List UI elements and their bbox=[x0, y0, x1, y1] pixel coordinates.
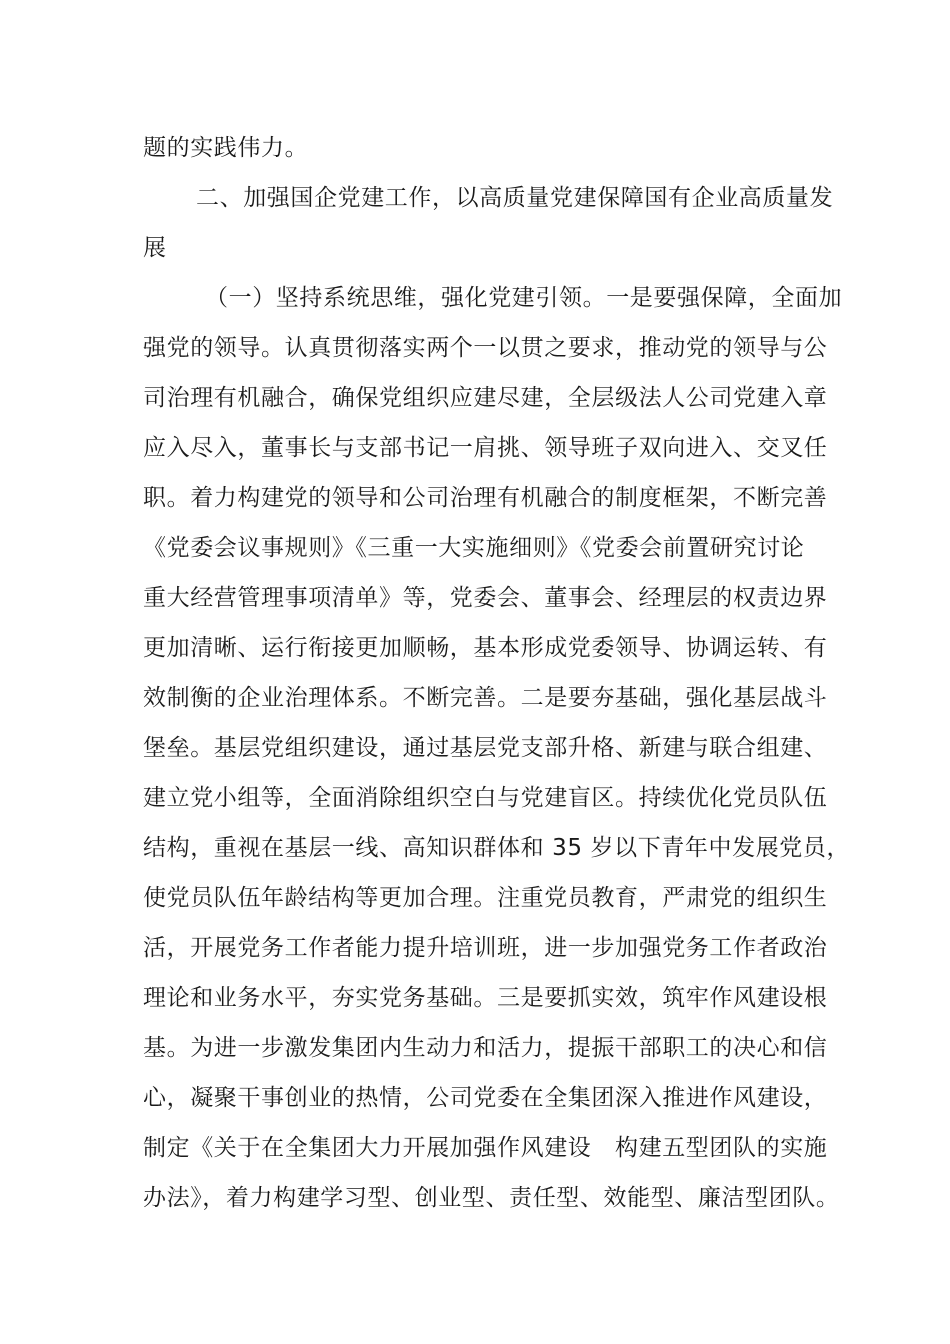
section-heading: 二、加强国企党建工作，以高质量党建保障国有企业高质量发 bbox=[196, 185, 834, 211]
paragraph-line: 心，凝聚干事创业的热情，公司党委在全集团深入推进作风建设， bbox=[143, 1085, 828, 1111]
section-heading-continued: 展 bbox=[143, 235, 167, 261]
paragraph-line: 办法》，着力构建学习型、创业型、责任型、效能型、廉洁型团队。 bbox=[143, 1185, 840, 1211]
paragraph-line: 理论和业务水平，夯实党务基础。三是要抓实效，筑牢作风建设根 bbox=[143, 985, 828, 1011]
paragraph-line: 建立党小组等，全面消除组织空白与党建盲区。持续优化党员队伍 bbox=[143, 785, 828, 811]
subsection-heading-line: （一）坚持系统思维，强化党建引领。一是要强保障，全面加 bbox=[205, 285, 843, 311]
paragraph-line: 重大经营管理事项清单》等，党委会、董事会、经理层的权责边界 bbox=[143, 585, 828, 611]
paragraph-line: 司治理有机融合，确保党组织应建尽建，全层级法人公司党建入章 bbox=[143, 385, 828, 411]
paragraph-line: 制定《关于在全集团大力开展加强作风建设 构建五型团队的实施 bbox=[143, 1135, 828, 1161]
paragraph-line: 效制衡的企业治理体系。不断完善。二是要夯基础，强化基层战斗 bbox=[143, 685, 828, 711]
paragraph-line: 基。为进一步激发集团内生动力和活力，提振干部职工的决心和信 bbox=[143, 1035, 828, 1061]
paragraph-line: 应入尽入，董事长与支部书记一肩挑、领导班子双向进入、交叉任 bbox=[143, 435, 828, 461]
paragraph-line: 活，开展党务工作者能力提升培训班，进一步加强党务工作者政治 bbox=[143, 935, 828, 961]
paragraph-line: 强党的领导。认真贯彻落实两个一以贯之要求，推动党的领导与公 bbox=[143, 335, 828, 361]
paragraph-line: 题的实践伟力。 bbox=[143, 135, 309, 161]
paragraph-line: 使党员队伍年龄结构等更加合理。注重党员教育，严肃党的组织生 bbox=[143, 885, 828, 911]
paragraph-line: 结构，重视在基层一线、高知识群体和 35 岁以下青年中发展党员， bbox=[143, 835, 851, 861]
paragraph-line: 堡垒。基层党组织建设，通过基层党支部升格、新建与联合组建、 bbox=[143, 735, 828, 761]
paragraph-line: 《党委会议事规则》《三重一大实施细则》《党委会前置研究讨论 bbox=[143, 535, 805, 561]
paragraph-line: 职。着力构建党的领导和公司治理有机融合的制度框架，不断完善 bbox=[143, 485, 828, 511]
paragraph-line: 更加清晰、运行衔接更加顺畅，基本形成党委领导、协调运转、有 bbox=[143, 635, 828, 661]
